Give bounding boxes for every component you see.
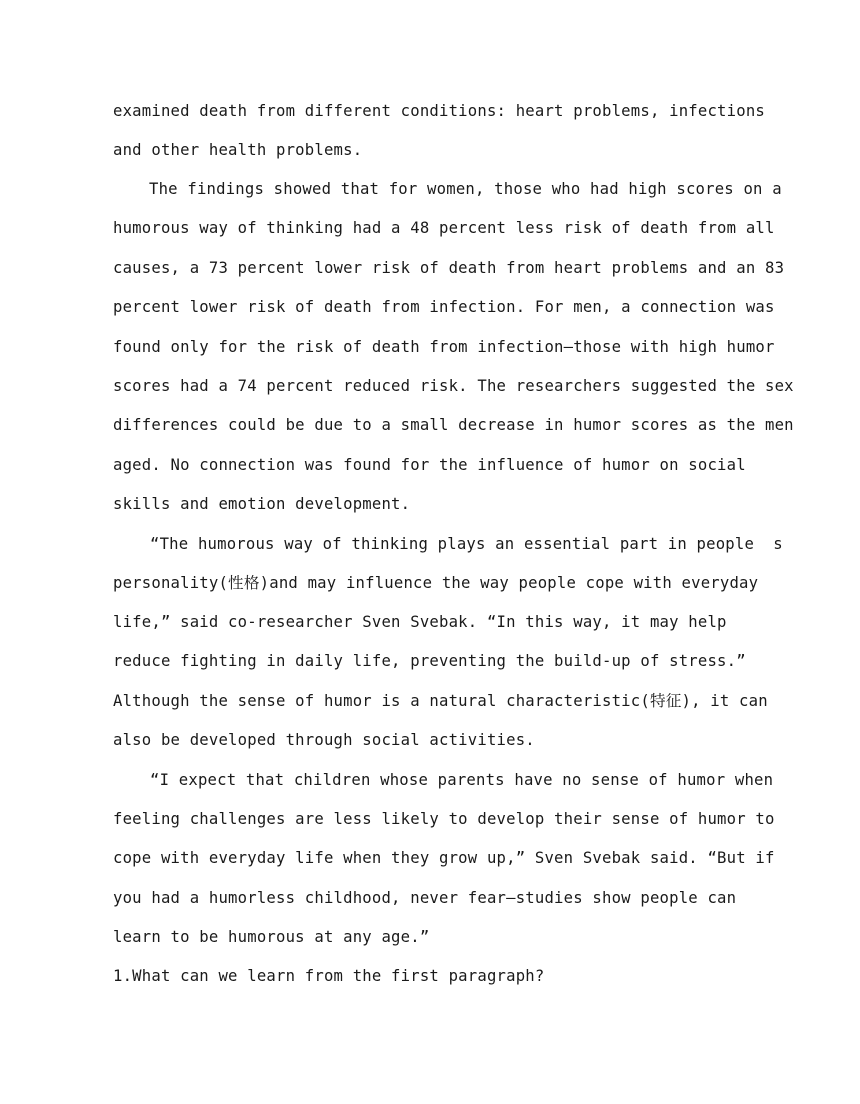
text-line: skills and emotion development. <box>113 495 411 513</box>
question-line: 1.What can we learn from the first paragraph? <box>113 967 545 985</box>
text-line: Although the sense of humor is a natural characteristic(特征), it can <box>113 692 768 710</box>
text-line: personality(性格)and may influence the way people cope with everyday <box>113 574 759 592</box>
text-line: humorous way of thinking had a 48 percent less risk of death from all <box>113 219 775 237</box>
paragraph-start-line: “I expect that children whose parents have no sense of humor when <box>150 771 774 789</box>
text-line: feeling challenges are less likely to develop their sense of humor to <box>113 810 775 828</box>
text-line: differences could be due to a small decrease in humor scores as the men <box>113 416 794 434</box>
paragraph-start-line: “The humorous way of thinking plays an essential part in people s <box>150 535 783 553</box>
text-line: percent lower risk of death from infection. For men, a connection was <box>113 298 775 316</box>
text-line: reduce fighting in daily life, preventing the build-up of stress.” <box>113 652 746 670</box>
text-line: scores had a 74 percent reduced risk. The researchers suggested the sex <box>113 377 794 395</box>
paragraph-start-line: The findings showed that for women, those who had high scores on a <box>149 180 782 198</box>
text-line: examined death from different conditions: heart problems, infections <box>113 102 765 120</box>
text-line: learn to be humorous at any age.” <box>113 928 430 946</box>
text-line: aged. No connection was found for the influence of humor on social <box>113 456 746 474</box>
text-line: cope with everyday life when they grow up,” Sven Svebak said. “But if <box>113 849 775 867</box>
text-line: and other health problems. <box>113 141 363 159</box>
text-line: also be developed through social activities. <box>113 731 535 749</box>
text-line: life,” said co-researcher Sven Svebak. “In this way, it may help <box>113 613 727 631</box>
text-line: causes, a 73 percent lower risk of death from heart problems and an 83 <box>113 259 785 277</box>
text-line: you had a humorless childhood, never fear—studies show people can <box>113 889 737 907</box>
text-line: found only for the risk of death from infection—those with high humor <box>113 338 775 356</box>
